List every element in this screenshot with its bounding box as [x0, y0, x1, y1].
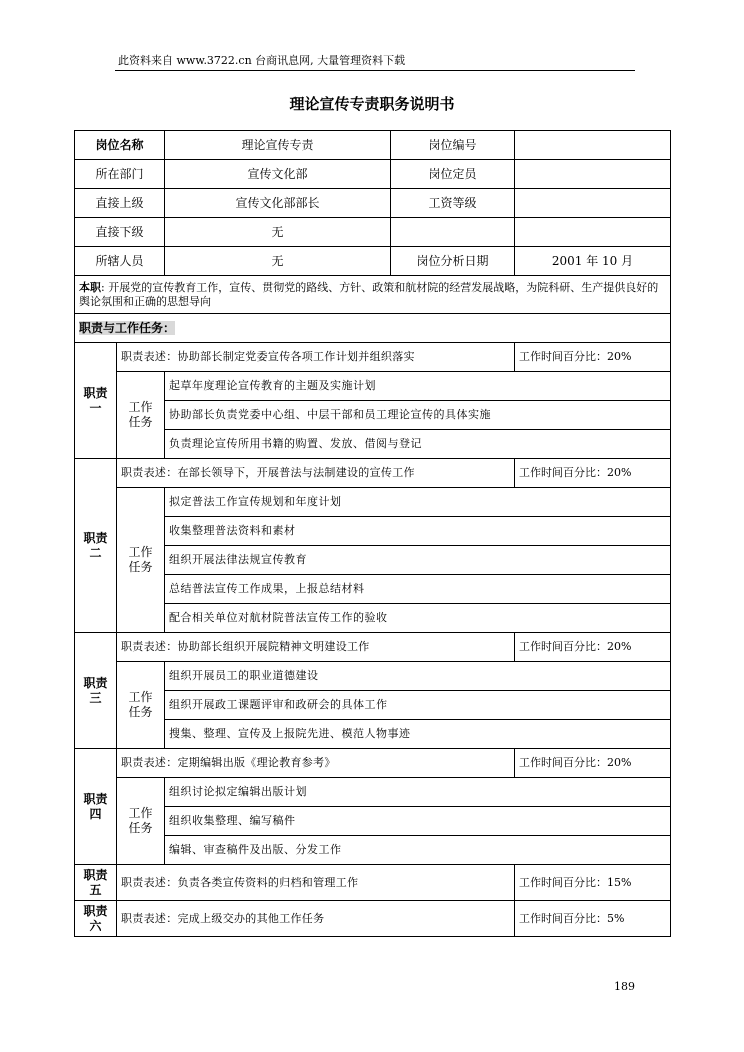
- duty-1-task-row: [75, 372, 671, 401]
- duty-label-line: 三: [89, 690, 102, 705]
- summary-text: : 开展党的宣传教育工作，宣传、贯彻党的路线、方针、政策和航材院的经营发展战略，为院科研、生产提供良好的舆论氛围和正确的思想导向: [79, 280, 659, 308]
- duty-label-line: 一: [89, 400, 102, 415]
- duty-label-line: 五: [89, 882, 102, 897]
- job-summary: [75, 276, 671, 314]
- duty-2-task-row: [75, 488, 671, 517]
- duty-2-task-1: 拟定普法工作宣传规划和年度计划: [165, 488, 671, 517]
- summary-row: [75, 276, 671, 314]
- blank-cell: [391, 218, 515, 247]
- info-row-subordinate: [75, 218, 671, 247]
- duty-4-task-row: [75, 778, 671, 807]
- department-label: 所在部门: [75, 160, 165, 189]
- task-label-line: 任务: [128, 560, 153, 574]
- duty-1-task-2: 协助部长负责党委中心组、中层干部和员工理论宣传的具体实施: [165, 401, 671, 430]
- duty-3-label: [75, 633, 117, 749]
- duty-6-label: [75, 901, 117, 937]
- duty-2-statement-row: [75, 459, 671, 488]
- duty-2-task-3: 组织开展法律法规宣传教育: [165, 546, 671, 575]
- duty-2-task-2: 收集整理普法资料和素材: [165, 517, 671, 546]
- info-row-managed: [75, 247, 671, 276]
- managed-staff-value: 无: [165, 247, 391, 276]
- subordinate-value: 无: [165, 218, 391, 247]
- task-label-line: 工作: [128, 400, 153, 414]
- duty-4-time-ratio: 工作时间百分比：20%: [515, 749, 671, 778]
- page-number: 189: [614, 980, 635, 993]
- duties-heading-row: [75, 314, 671, 343]
- subordinate-label: 直接下级: [75, 218, 165, 247]
- position-name-value: 理论宣传专责: [165, 131, 391, 160]
- info-row-name: [75, 131, 671, 160]
- duty-label-line: 六: [89, 918, 102, 933]
- duty-3-task-label: [117, 662, 165, 749]
- duty-4-statement: 职责表述：定期编辑出版《理论教育参考》: [117, 749, 515, 778]
- duty-1-task-3: 负责理论宣传所用书籍的购置、发放、借阅与登记: [165, 430, 671, 459]
- duty-2-task-label: [117, 488, 165, 633]
- duty-5-row: [75, 865, 671, 901]
- duty-2-label: [75, 459, 117, 633]
- page-header-source: 此资料来自 www.3722.cn 台商讯息网, 大量管理资料下载: [118, 54, 406, 67]
- duty-3-task-1: 组织开展员工的职业道德建设: [165, 662, 671, 691]
- duty-2-statement: 职责表述：在部长领导下，开展普法与法制建设的宣传工作: [117, 459, 515, 488]
- duty-3-time-ratio: 工作时间百分比：20%: [515, 633, 671, 662]
- duty-6-statement: 职责表述：完成上级交办的其他工作任务: [117, 901, 515, 937]
- duty-5-label: [75, 865, 117, 901]
- task-label-line: 任务: [128, 415, 153, 429]
- duty-1-task-label: [117, 372, 165, 459]
- duty-1-label: [75, 343, 117, 459]
- task-label-line: 工作: [128, 806, 153, 820]
- duty-label-line: 职责: [83, 385, 108, 400]
- task-label-line: 任务: [128, 821, 153, 835]
- duty-label-line: 职责: [83, 791, 108, 806]
- duties-heading-cell: [75, 314, 671, 343]
- duty-2-task-row: [75, 517, 671, 546]
- duty-6-time-ratio: 工作时间百分比：5%: [515, 901, 671, 937]
- staffing-value: [515, 160, 671, 189]
- duty-label-line: 四: [89, 806, 102, 821]
- duty-5-time-ratio: 工作时间百分比：15%: [515, 865, 671, 901]
- duty-2-task-5: 配合相关单位对航材院普法宣传工作的验收: [165, 604, 671, 633]
- superior-label: 直接上级: [75, 189, 165, 218]
- task-label-line: 工作: [128, 690, 153, 704]
- task-label-line: 工作: [128, 545, 153, 559]
- salary-grade-value: [515, 189, 671, 218]
- duty-label-line: 职责: [83, 867, 108, 882]
- duty-4-task-2: 组织收集整理、编写稿件: [165, 807, 671, 836]
- duty-3-task-row: [75, 691, 671, 720]
- duty-2-task-row: [75, 604, 671, 633]
- info-row-superior: [75, 189, 671, 218]
- analysis-date-label: 岗位分析日期: [391, 247, 515, 276]
- duty-label-line: 二: [89, 545, 102, 560]
- duty-1-task-row: [75, 430, 671, 459]
- duty-1-task-row: [75, 401, 671, 430]
- duty-2-task-row: [75, 546, 671, 575]
- duty-2-time-ratio: 工作时间百分比：20%: [515, 459, 671, 488]
- job-description-table: [74, 130, 671, 937]
- duty-5-statement: 职责表述：负责各类宣传资料的归档和管理工作: [117, 865, 515, 901]
- header-rule: [115, 70, 635, 71]
- duty-label-line: 职责: [83, 903, 108, 918]
- position-name-label: 岗位名称: [75, 131, 165, 160]
- duty-1-statement: 职责表述：协助部长制定党委宣传各项工作计划并组织落实: [117, 343, 515, 372]
- duty-label-line: 职责: [83, 530, 108, 545]
- position-code-value: [515, 131, 671, 160]
- department-value: 宣传文化部: [165, 160, 391, 189]
- salary-grade-label: 工资等级: [391, 189, 515, 218]
- duty-4-task-row: [75, 807, 671, 836]
- summary-label: 本职: [79, 280, 101, 294]
- duty-1-time-ratio: 工作时间百分比：20%: [515, 343, 671, 372]
- duty-3-statement: 职责表述：协助部长组织开展院精神文明建设工作: [117, 633, 515, 662]
- duty-label-line: 职责: [83, 675, 108, 690]
- superior-value: 宣传文化部部长: [165, 189, 391, 218]
- document-title: 理论宣传专责职务说明书: [289, 95, 455, 113]
- duty-4-task-3: 编辑、审查稿件及出版、分发工作: [165, 836, 671, 865]
- duty-4-task-1: 组织讨论拟定编辑出版计划: [165, 778, 671, 807]
- duties-heading: 职责与工作任务：: [79, 320, 176, 335]
- duty-3-task-2: 组织开展政工课题评审和政研会的具体工作: [165, 691, 671, 720]
- duty-1-statement-row: [75, 343, 671, 372]
- position-code-label: 岗位编号: [391, 131, 515, 160]
- duty-6-row: [75, 901, 671, 937]
- duty-4-task-label: [117, 778, 165, 865]
- duty-4-statement-row: [75, 749, 671, 778]
- blank-cell: [515, 218, 671, 247]
- duty-2-task-row: [75, 575, 671, 604]
- managed-staff-label: 所辖人员: [75, 247, 165, 276]
- duty-3-task-row: [75, 720, 671, 749]
- analysis-date-value: 2001 年 10 月: [515, 247, 671, 276]
- duty-4-label: [75, 749, 117, 865]
- info-row-dept: [75, 160, 671, 189]
- staffing-label: 岗位定员: [391, 160, 515, 189]
- task-label-line: 任务: [128, 705, 153, 719]
- duty-1-task-1: 起草年度理论宣传教育的主题及实施计划: [165, 372, 671, 401]
- duty-2-task-4: 总结普法宣传工作成果，上报总结材料: [165, 575, 671, 604]
- duty-3-task-row: [75, 662, 671, 691]
- duty-3-task-3: 搜集、整理、宣传及上报院先进、模范人物事迹: [165, 720, 671, 749]
- duty-4-task-row: [75, 836, 671, 865]
- duty-3-statement-row: [75, 633, 671, 662]
